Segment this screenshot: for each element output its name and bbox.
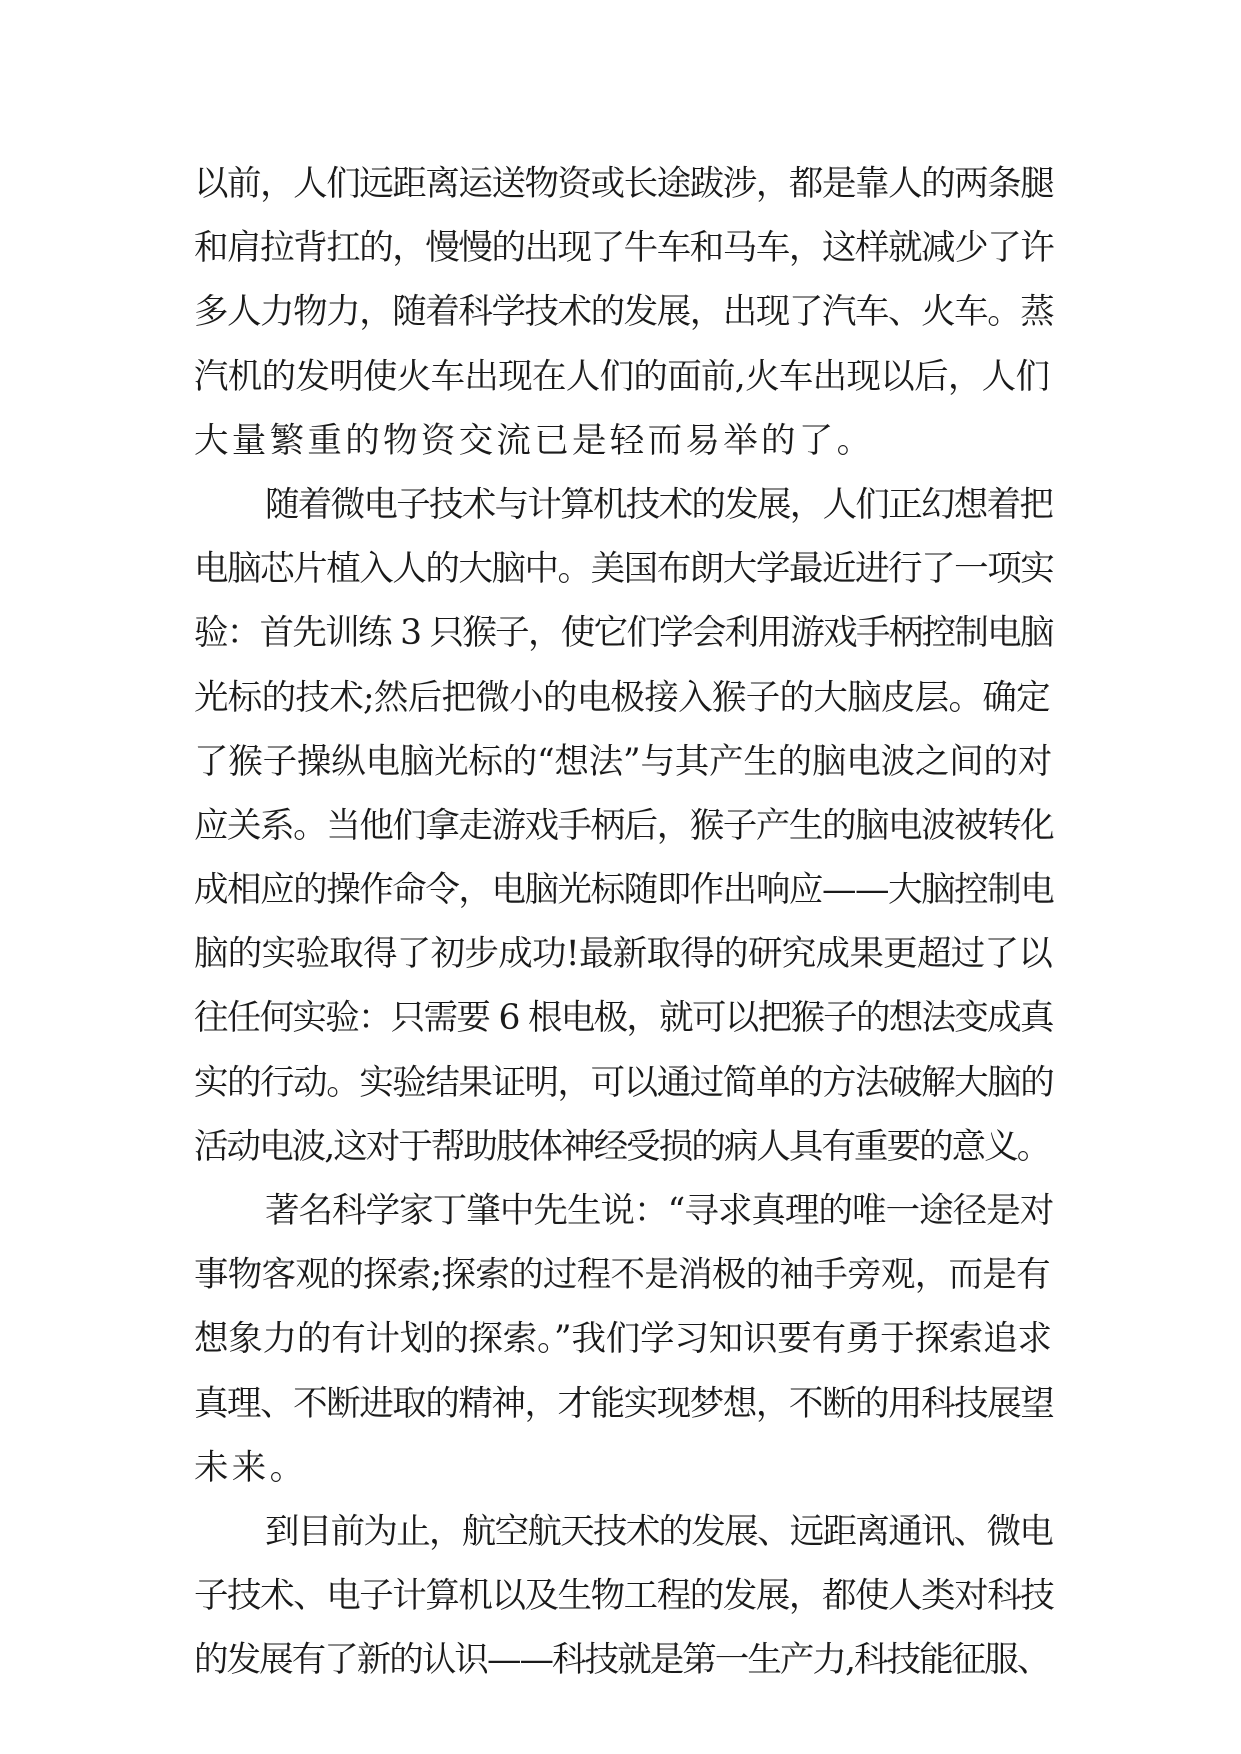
text-line: 子技术、电子计算机以及生物工程的发展，都使人类对科技: [194, 1576, 1054, 1617]
body-text: [194, 152, 1054, 1693]
text-line: 事物客观的探索;探索的过程不是消极的袖手旁观，而是有: [194, 1255, 1050, 1296]
text-line: 以前，人们远距离运送物资或长途跋涉，都是靠人的两条腿: [194, 164, 1054, 204]
text-line: 到目前为止，航空航天技术的发展、远距离通讯、微电: [265, 1511, 1053, 1552]
text-line: 多人力物力，随着科学技术的发展，出现了汽车、火车。蒸: [194, 292, 1054, 333]
text-line: 脑的实验取得了初步成功!最新取得的研究成果更超过了以: [194, 934, 1053, 975]
text-line: 电脑芯片植入人的大脑中。美国布朗大学最近进行了一项实: [194, 549, 1054, 590]
text-line: 验：首先训练 3 只猴子，使它们学会利用游戏手柄控制电脑: [194, 613, 1053, 654]
text-line: 成相应的操作命令，电脑光标随即作出响应——大脑控制电: [194, 870, 1054, 911]
text-line: 著名科学家丁肇中先生说：“寻求真理的唯一途径是对: [265, 1191, 1054, 1231]
text-line: 想象力的有计划的探索。”我们学习知识要有勇于探索追求: [194, 1319, 1052, 1360]
text-line: 随着微电子技术与计算机技术的发展，人们正幻想着把: [265, 484, 1053, 525]
text-line: 往任何实验：只需要 6 根电极，就可以把猴子的想法变成真: [194, 998, 1053, 1039]
text-line: 大量繁重的物资交流已是轻而易举的了。: [194, 420, 875, 461]
text-line: 了猴子操纵电脑光标的“想法”与其产生的脑电波之间的对: [194, 741, 1053, 782]
text-line: 光标的技术;然后把微小的电极接入猴子的大脑皮层。确定: [194, 677, 1050, 718]
text-line: 真理、不断进取的精神，才能实现梦想，不断的用科技展望: [194, 1383, 1054, 1424]
text-line: 应关系。当他们拿走游戏手柄后，猴子产生的脑电波被转化: [194, 805, 1054, 846]
text-line: 和肩拉背扛的，慢慢的出现了牛车和马车，这样就减少了许: [194, 228, 1054, 269]
text-line: 活动电波,这对于帮助肢体神经受损的病人具有重要的意义。: [194, 1126, 1050, 1167]
text-line: 汽机的发明使火车出现在人们的面前,火车出现以后，人们: [194, 356, 1050, 397]
text-line: 实的行动。实验结果证明，可以通过简单的方法破解大脑的: [194, 1062, 1054, 1103]
text-line: 的发展有了新的认识——科技就是第一生产力,科技能征服、: [194, 1640, 1050, 1681]
text-line: 未来。: [194, 1447, 308, 1488]
